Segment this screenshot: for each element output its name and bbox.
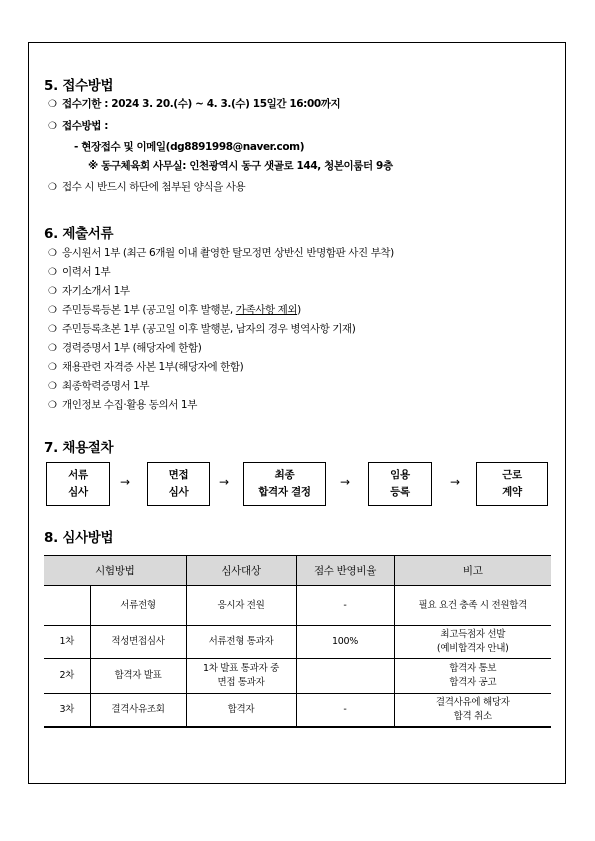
s5-item-method: ❍ 접수방법 :	[48, 120, 109, 132]
s6-item: ❍ 최종학력증명서 1부	[48, 380, 150, 392]
flow-step-contract: 근로 계약	[476, 462, 548, 506]
cell-ratio: -	[296, 694, 394, 728]
header-note: 비고	[394, 556, 551, 586]
bullet-icon: ❍	[48, 305, 57, 316]
section-5-heading: 5. 접수방법	[44, 78, 114, 94]
cell-note: 결격사유에 해당자 합격 취소	[394, 694, 551, 728]
cell-stage	[44, 586, 90, 626]
cell-note: 필요 요건 충족 시 전원합격	[394, 586, 551, 626]
bullet-icon: ❍	[48, 121, 57, 132]
flow-step-final-decision: 최종 합격자 결정	[243, 462, 326, 506]
flow-step-document-review: 서류 심사	[46, 462, 110, 506]
cell-method: 서류전형	[90, 586, 186, 626]
cell-method: 적성면접심사	[90, 626, 186, 659]
s6-item: ❍ 주민등록등본 1부 (공고일 이후 발행분, 가족사항 제외)	[48, 304, 301, 316]
cell-target: 합격자	[186, 694, 296, 728]
s6-item: ❍ 자기소개서 1부	[48, 285, 130, 297]
cell-ratio: -	[296, 586, 394, 626]
cell-method: 결격사유조회	[90, 694, 186, 728]
table-row	[44, 626, 551, 659]
s5-item-office-note: ※ 동구체육회 사무실: 인천광역시 동구 샛골로 144, 청본이룸터 9층	[88, 160, 393, 172]
flow-arrow-icon: →	[120, 475, 131, 489]
s5-item-form-note: ❍ 접수 시 반드시 하단에 첨부된 양식을 사용	[48, 181, 246, 193]
cell-note: 합격자 통보 합격자 공고	[394, 659, 551, 694]
bullet-icon: ❍	[48, 286, 57, 297]
bullet-icon: ❍	[48, 381, 57, 392]
table-header-row	[44, 556, 551, 586]
flow-step-interview: 면접 심사	[147, 462, 210, 506]
cell-ratio	[296, 659, 394, 694]
s6-item: ❍ 응시원서 1부 (최근 6개월 이내 촬영한 탈모정면 상반신 반명함판 사진 부착)	[48, 247, 394, 259]
s6-item: ❍ 주민등록초본 1부 (공고일 이후 발행분, 남자의 경우 병역사항 기재)	[48, 323, 356, 335]
cell-target: 1차 발표 통과자 중 면접 통과자	[186, 659, 296, 694]
s6-item: ❍ 개인정보 수집·활용 동의서 1부	[48, 399, 197, 411]
s6-item: ❍ 이력서 1부	[48, 266, 111, 278]
s6-item: ❍ 경력증명서 1부 (해당자에 한함)	[48, 342, 202, 354]
review-method-table	[44, 555, 551, 728]
cell-ratio: 100%	[296, 626, 394, 659]
header-ratio: 점수 반영비율	[296, 556, 394, 586]
table-row	[44, 586, 551, 626]
cell-method: 합격자 발표	[90, 659, 186, 694]
flow-step-appointment: 임용 등록	[368, 462, 432, 506]
table-row	[44, 659, 551, 694]
s6-item: ❍ 채용관련 자격증 사본 1부(해당자에 한함)	[48, 361, 244, 373]
cell-target: 응시자 전원	[186, 586, 296, 626]
header-target: 심사대상	[186, 556, 296, 586]
cell-note: 최고득점자 선발 (예비합격자 안내)	[394, 626, 551, 659]
cell-target: 서류전형 통과자	[186, 626, 296, 659]
flow-arrow-icon: →	[219, 475, 230, 489]
family-excluded-underline: 가족사항 제외	[235, 304, 298, 316]
section-8-heading: 8. 심사방법	[44, 530, 114, 546]
bullet-icon: ❍	[48, 182, 57, 193]
bullet-icon: ❍	[48, 400, 57, 411]
s5-item-deadline: ❍ 접수기한 : 2024 3. 20.(수) ~ 4. 3.(수) 15일간 16:00까지	[48, 98, 341, 110]
cell-stage: 1차	[44, 626, 90, 659]
section-7-heading: 7. 채용절차	[44, 440, 114, 456]
bullet-icon: ❍	[48, 267, 57, 278]
cell-stage: 2차	[44, 659, 90, 694]
bullet-icon: ❍	[48, 248, 57, 259]
bullet-icon: ❍	[48, 343, 57, 354]
bullet-icon: ❍	[48, 324, 57, 335]
section-6-heading: 6. 제출서류	[44, 226, 114, 242]
s5-item-onsite-email: - 현장접수 및 이메일(dg8891998@naver.com)	[74, 141, 305, 153]
flow-arrow-icon: →	[340, 475, 351, 489]
flow-arrow-icon: →	[450, 475, 461, 489]
bullet-icon: ❍	[48, 362, 57, 373]
bullet-icon: ❍	[48, 99, 57, 110]
header-exam-method: 시험방법	[44, 556, 186, 586]
table-row	[44, 694, 551, 728]
cell-stage: 3차	[44, 694, 90, 728]
